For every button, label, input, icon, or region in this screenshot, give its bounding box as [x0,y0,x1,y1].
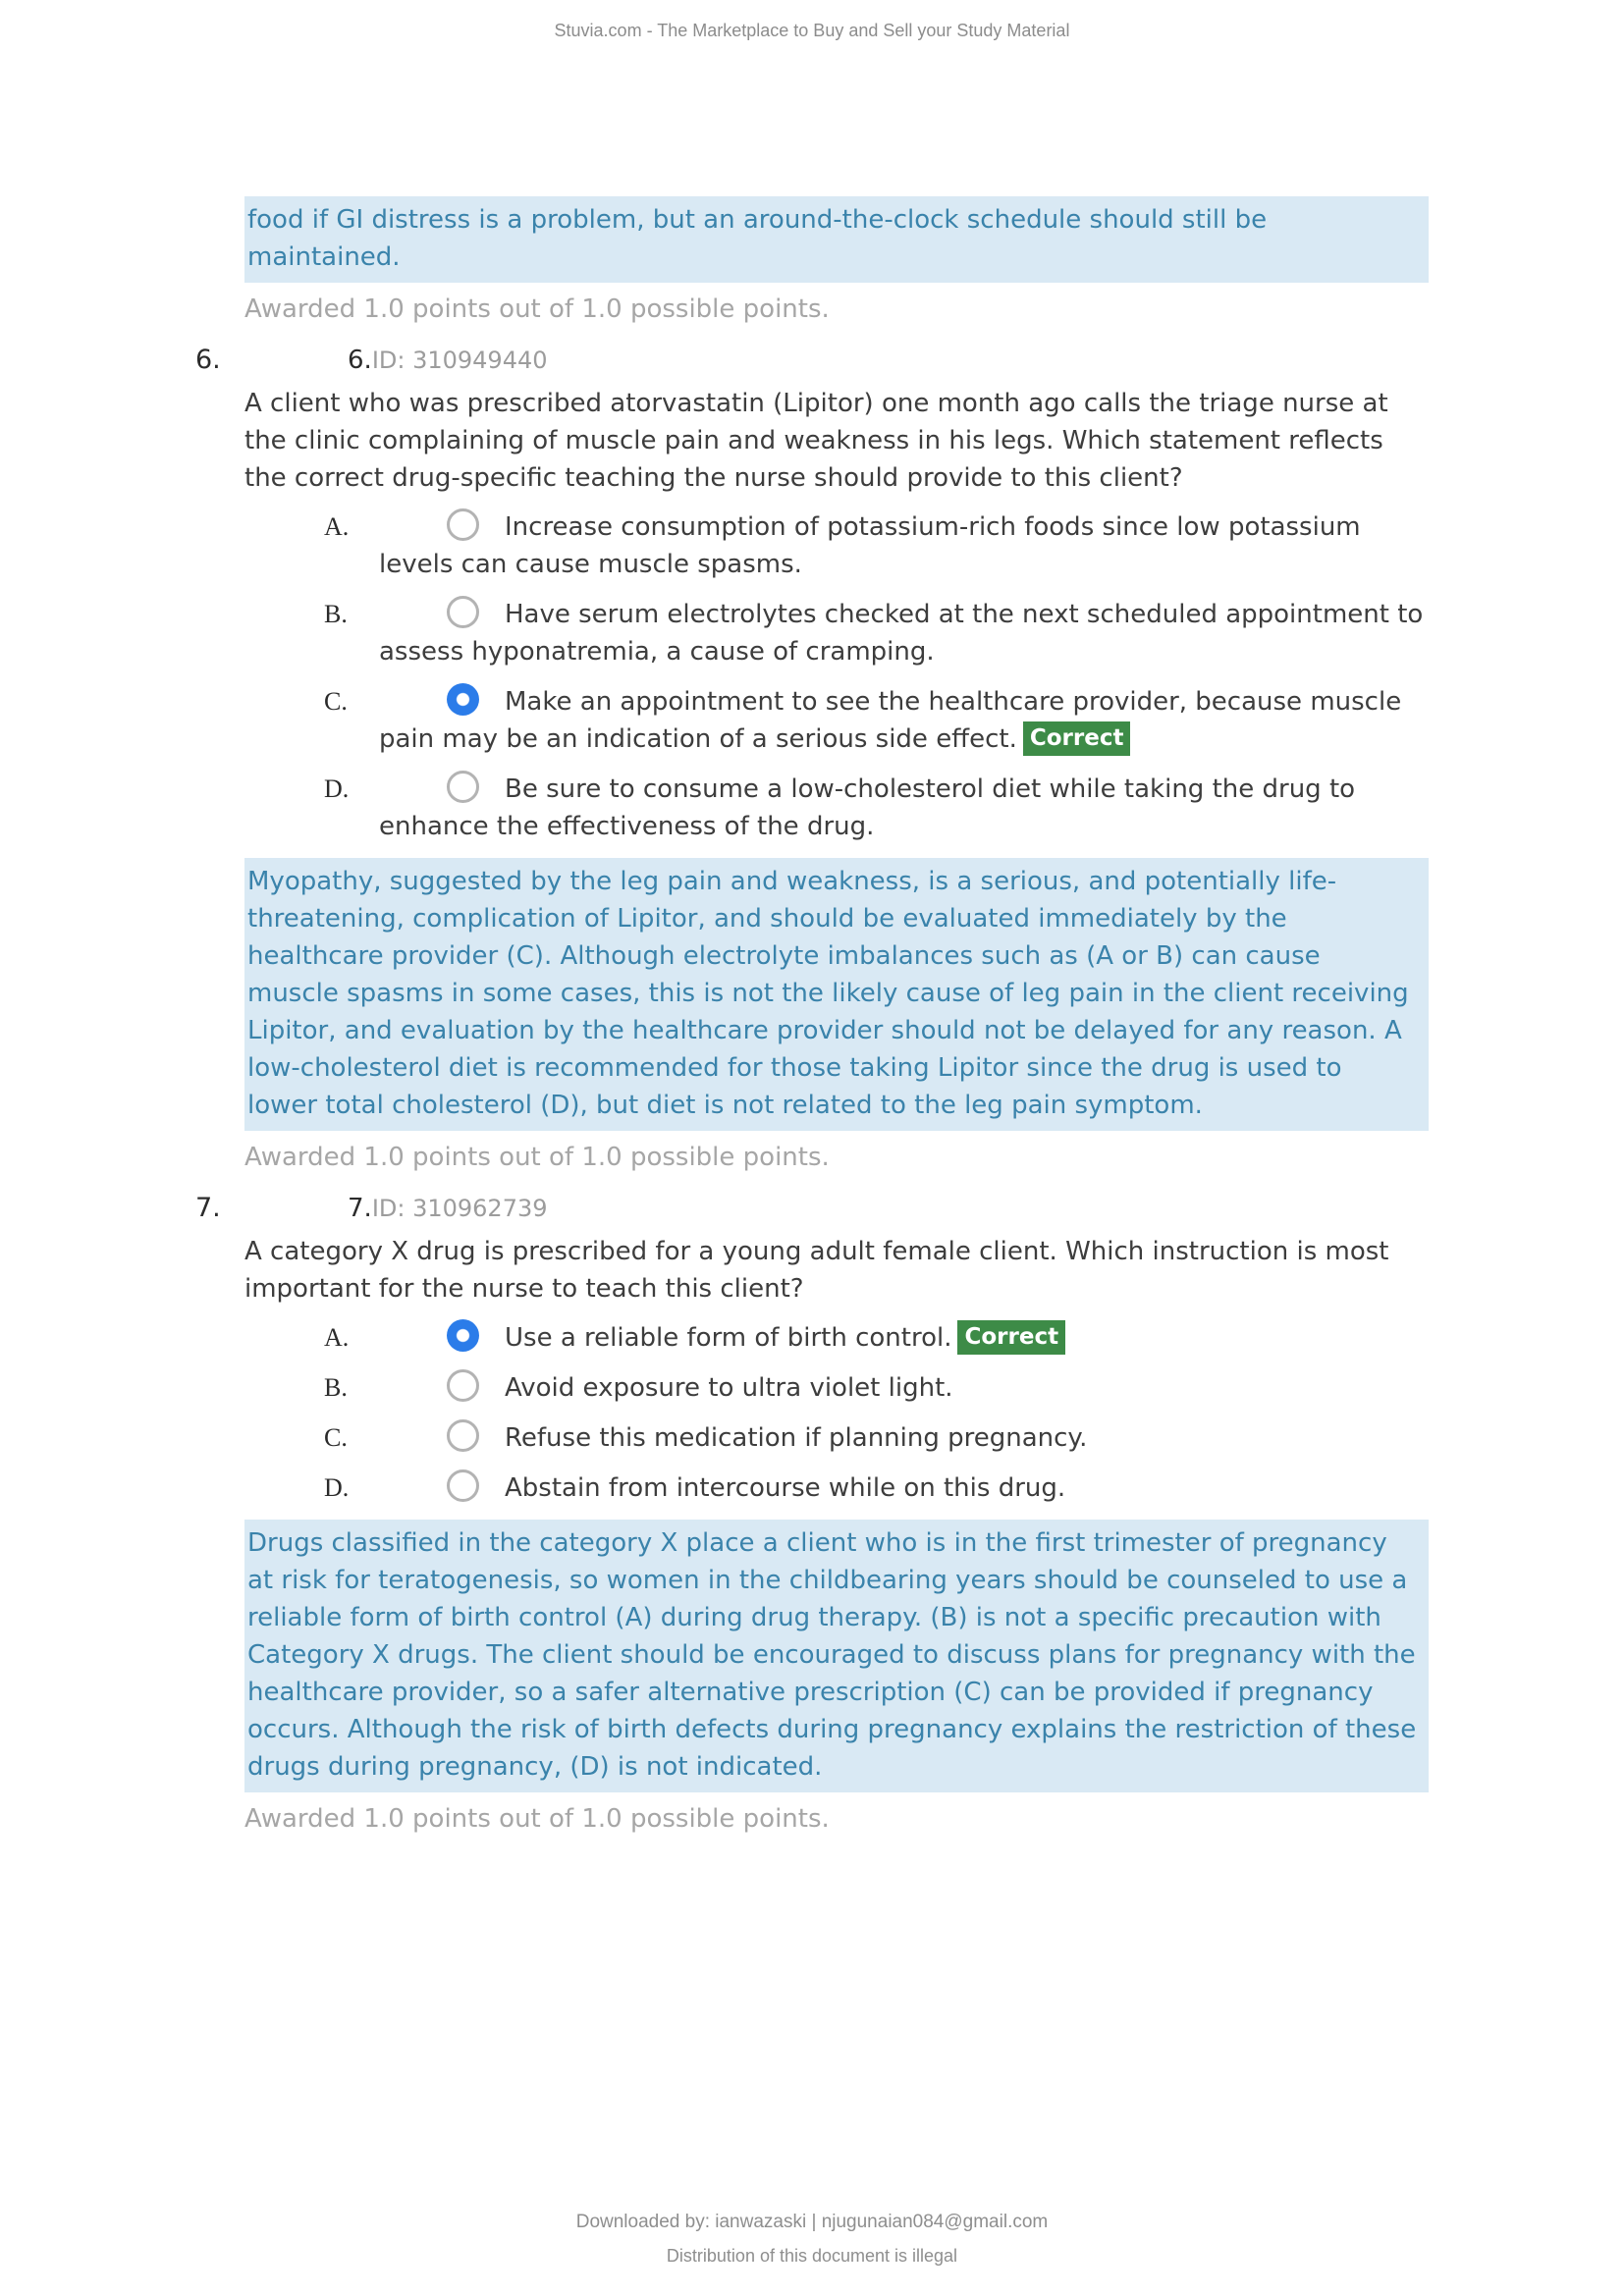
question-6-awarded-points: Awarded 1.0 points out of 1.0 possible points. [244,1143,830,1172]
question-7-explanation: Drugs classified in the category X place a client who is in the first trimester of pregnancy at risk for teratogenesis, so women in the childbearing years should be counseled to use a reliable form of birth control (A) during drug therapy. (B) is not a specific precaution with Category X drugs. The client should be encouraged to discuss plans for pregnancy with the healthcare provider, so a safer alternative prescription (C) can be provided if pregnancy occurs. Although the risk of birth defects during pregnancy explains the restriction of these drugs during pregnancy, (D) is not indicated. [244,1520,1429,1792]
question-7-option-a[interactable] [244,1319,1429,1357]
question-7-list-number: 7. [195,1193,221,1223]
question-7-id: ID: 310962739 [371,1195,548,1222]
question-6 [195,342,1429,1176]
quiz-content [195,196,1429,1838]
radio-button-unselected-icon[interactable] [447,1369,479,1402]
radio-button-unselected-icon[interactable] [447,1469,479,1502]
question-6-text: A client who was prescribed atorvastatin (Lipitor) one month ago calls the triage nurse at the clinic complaining of muscle pain and weakness in his legs. Which statement reflects the correct drug-specific teaching the nurse should provide to this client? [244,389,1388,493]
question-6-id: ID: 310949440 [371,347,548,374]
question-7-text: A category X drug is prescribed for a young adult female client. Which instruction is most important for the nurse to teach this client? [244,1237,1389,1304]
question-6-list-number: 6. [195,345,221,375]
page-header: Stuvia.com - The Marketplace to Buy and Sell your Study Material [554,21,1070,40]
option-letter: D. [324,774,350,803]
downloaded-by-line: Downloaded by: ianwazaski | njugunaian084@gmail.com [575,2212,1049,2232]
option-text: Make an appointment to see the healthcare provider, because muscle pain may be an indication of a serious side effect. [379,687,1402,754]
option-letter: A. [324,512,350,541]
option-text: Avoid exposure to ultra violet light. [505,1373,953,1403]
option-text: Increase consumption of potassium-rich foods since low potassium levels can cause muscle spasms. [379,512,1361,579]
question5-explanation-tail: food if GI distress is a problem, but an around-the-clock schedule should still be maintained. [244,196,1429,283]
correct-badge: Correct [957,1320,1065,1355]
page-footer [0,2212,1624,2267]
question-6-option-a[interactable] [244,508,1429,583]
radio-button-unselected-icon[interactable] [447,508,479,541]
option-letter: D. [324,1473,350,1502]
question-7 [195,1190,1429,1838]
option-letter: B. [324,600,348,628]
distribution-warning-line: Distribution of this document is illegal [666,2246,958,2266]
radio-button-unselected-icon[interactable] [447,596,479,628]
question-6-explanation: Myopathy, suggested by the leg pain and weakness, is a serious, and potentially life-threatening, complication of Lipitor, and should be evaluated immediately by the healthcare provider (C). Although electrolyte imbalances such as (A or B) can cause muscle spasms in some cases, this is not the likely cause of leg pain in the client receiving Lipitor, and evaluation by the healthcare provider should not be delayed for any reason. A low-cholesterol diet is recommended for those taking Lipitor since the drug is used to lower total cholesterol (D), but diet is not related to the leg pain symptom. [244,858,1429,1131]
option-text: Abstain from intercourse while on this drug. [505,1473,1066,1503]
question-7-awarded-points: Awarded 1.0 points out of 1.0 possible points. [244,1804,830,1834]
radio-button-selected-icon[interactable] [447,683,479,716]
question-6-option-b[interactable] [244,596,1429,670]
radio-button-unselected-icon[interactable] [447,1419,479,1452]
question5-awarded-points: Awarded 1.0 points out of 1.0 possible points. [244,294,830,324]
question-7-heading [348,1190,1429,1227]
option-text: Use a reliable form of birth control. [505,1323,952,1353]
radio-button-unselected-icon[interactable] [447,771,479,803]
option-letter: C. [324,687,348,716]
radio-button-selected-icon[interactable] [447,1319,479,1352]
question-6-option-d[interactable] [244,771,1429,845]
option-text: Have serum electrolytes checked at the next scheduled appointment to assess hyponatremia, a cause of cramping. [379,600,1424,667]
question-6-option-c[interactable] [244,683,1429,758]
option-letter: C. [324,1423,348,1452]
option-text: Refuse this medication if planning pregnancy. [505,1423,1088,1453]
question-7-number: 7. [348,1194,372,1223]
question-7-option-d[interactable] [244,1469,1429,1507]
correct-badge: Correct [1023,721,1131,756]
question-6-number: 6. [348,346,372,375]
option-letter: A. [324,1323,350,1352]
option-text: Be sure to consume a low-cholesterol diet while taking the drug to enhance the effectiveness of the drug. [379,774,1356,841]
question-7-option-c[interactable] [244,1419,1429,1457]
question-7-option-b[interactable] [244,1369,1429,1407]
option-letter: B. [324,1373,348,1402]
question-6-heading [348,342,1429,379]
